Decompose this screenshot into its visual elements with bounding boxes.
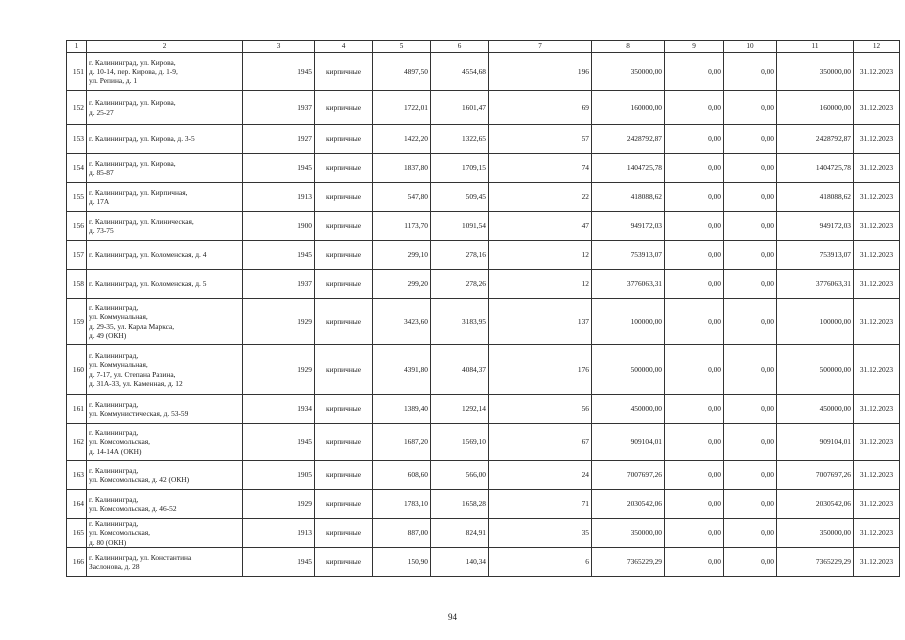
address-line: д. 25-27 [89,107,114,117]
table-row [67,183,900,212]
living-area-cell: 140,34 [431,548,489,577]
total-area-cell: 1422,20 [373,125,431,154]
cost-col-10-cell: 0,00 [724,125,777,154]
cost-total-cell: 1404725,78 [592,154,665,183]
address-line: г. Калининград, [89,399,139,409]
cost-col-10-cell: 0,00 [724,183,777,212]
completion-date-cell: 31.12.2023 [854,212,900,241]
completion-date-cell: 31.12.2023 [854,154,900,183]
header-cell-7: 7 [489,41,592,53]
cost-col-10-cell: 0,00 [724,270,777,299]
cost-col-10-cell: 0,00 [724,395,777,424]
address-line: д. 73-75 [89,226,114,235]
cost-total-cell: 7365229,29 [592,548,665,577]
table-row [67,461,900,490]
address-cell [87,125,243,154]
cost-col-10-cell: 0,00 [724,53,777,91]
total-area-cell: 547,80 [373,183,431,212]
address-line: ул. Репина, д. 1 [89,76,138,86]
address-line: г. Калининград, [89,428,139,438]
wall-material-cell: кирпичные [315,345,373,395]
table-row [67,490,900,519]
cost-total-cell: 7007697,26 [592,461,665,490]
cost-col-9-cell: 0,00 [665,154,724,183]
cost-col-11-cell: 2428792,87 [777,125,854,154]
cost-col-11-cell: 100000,00 [777,299,854,345]
header-cell-2: 2 [87,41,243,53]
residents-count-cell: 74 [489,154,592,183]
cost-total-cell: 2428792,87 [592,125,665,154]
row-number-cell: 161 [67,395,87,424]
living-area-cell: 1091,54 [431,212,489,241]
address-line: ул. Комсомольская, д. 46-52 [89,504,177,513]
residents-count-cell: 22 [489,183,592,212]
wall-material-cell: кирпичные [315,490,373,519]
total-area-cell: 150,90 [373,548,431,577]
living-area-cell: 566,00 [431,461,489,490]
living-area-cell: 1709,15 [431,154,489,183]
living-area-cell: 278,26 [431,270,489,299]
housing-table [66,40,900,577]
residents-count-cell: 47 [489,212,592,241]
address-line: г. Калининград, [89,465,139,475]
address-line: д. 29-35, ул. Карла Маркса, [89,321,175,331]
completion-date-cell: 31.12.2023 [854,53,900,91]
table-row [67,299,900,345]
cost-col-9-cell: 0,00 [665,424,724,461]
address-line: д. 7-17, ул. Степана Разина, [89,369,176,379]
residents-count-cell: 57 [489,125,592,154]
wall-material-cell: кирпичные [315,548,373,577]
residents-count-cell: 176 [489,345,592,395]
cost-col-11-cell: 160000,00 [777,91,854,125]
cost-col-11-cell: 418088,62 [777,183,854,212]
completion-date-cell: 31.12.2023 [854,395,900,424]
address-line: ул. Комсомольская, д. 42 (ОКН) [89,475,190,484]
year-built-cell: 1929 [243,299,315,345]
completion-date-cell: 31.12.2023 [854,461,900,490]
cost-col-10-cell: 0,00 [724,299,777,345]
cost-col-9-cell: 0,00 [665,395,724,424]
address-line: д. 10-14, пер. Кирова, д. 1-9, [89,66,178,76]
living-area-cell: 278,16 [431,241,489,270]
header-cell-9: 9 [665,41,724,53]
address-line: г. Калининград, ул. Кирова, [89,57,176,67]
address-line: г. Калининград, [89,303,139,312]
address-line: г. Калининград, ул. Клиническая, [89,216,194,226]
table-row [67,212,900,241]
cost-col-9-cell: 0,00 [665,53,724,91]
table-row [67,241,900,270]
total-area-cell: 608,60 [373,461,431,490]
row-number-cell: 153 [67,125,87,154]
year-built-cell: 1937 [243,91,315,125]
wall-material-cell: кирпичные [315,125,373,154]
living-area-cell: 1322,65 [431,125,489,154]
wall-material-cell: кирпичные [315,299,373,345]
residents-count-cell: 35 [489,519,592,548]
total-area-cell: 3423,60 [373,299,431,345]
residents-count-cell: 12 [489,270,592,299]
table-row [67,345,900,395]
table-row [67,519,900,548]
cost-col-11-cell: 7365229,29 [777,548,854,577]
completion-date-cell: 31.12.2023 [854,424,900,461]
header-cell-8: 8 [592,41,665,53]
completion-date-cell: 31.12.2023 [854,183,900,212]
header-cell-10: 10 [724,41,777,53]
wall-material-cell: кирпичные [315,241,373,270]
header-row [67,41,900,53]
address-cell [87,270,243,299]
table-row [67,125,900,154]
residents-count-cell: 56 [489,395,592,424]
living-area-cell: 3183,95 [431,299,489,345]
address-line: г. Калининград, ул. Кирова, [89,158,176,168]
cost-col-9-cell: 0,00 [665,461,724,490]
completion-date-cell: 31.12.2023 [854,91,900,125]
cost-total-cell: 160000,00 [592,91,665,125]
cost-col-10-cell: 0,00 [724,154,777,183]
address-cell [87,395,243,424]
cost-col-9-cell: 0,00 [665,125,724,154]
row-number-cell: 164 [67,490,87,519]
row-number-cell: 152 [67,91,87,125]
address-line: г. Калининград, ул. Коломенская, д. 5 [89,279,207,289]
year-built-cell: 1900 [243,212,315,241]
cost-col-11-cell: 7007697,26 [777,461,854,490]
row-number-cell: 158 [67,270,87,299]
address-line: д. 17А [89,197,110,206]
total-area-cell: 299,20 [373,270,431,299]
year-built-cell: 1934 [243,395,315,424]
address-cell [87,345,243,395]
address-line: г. Калининград, ул. Кирова, [89,98,176,108]
cost-col-9-cell: 0,00 [665,212,724,241]
cost-total-cell: 909104,01 [592,424,665,461]
cost-col-9-cell: 0,00 [665,490,724,519]
address-cell [87,490,243,519]
cost-col-9-cell: 0,00 [665,548,724,577]
wall-material-cell: кирпичные [315,212,373,241]
wall-material-cell: кирпичные [315,395,373,424]
cost-col-11-cell: 450000,00 [777,395,854,424]
header-cell-12: 12 [854,41,900,53]
address-line: д. 80 (ОКН) [89,537,127,547]
completion-date-cell: 31.12.2023 [854,241,900,270]
cost-col-9-cell: 0,00 [665,183,724,212]
address-cell [87,212,243,241]
address-line: г. Калининград, ул. Коломенская, д. 4 [89,250,207,260]
address-cell [87,299,243,345]
address-cell [87,241,243,270]
header-cell-11: 11 [777,41,854,53]
address-line: д. 31А-33, ул. Каменная, д. 12 [89,378,183,388]
address-line: г. Калининград, ул. Константина [89,552,192,562]
address-line: г. Калининград, ул. Кирова, д. 3-5 [89,134,195,144]
cost-col-10-cell: 0,00 [724,548,777,577]
row-number-cell: 157 [67,241,87,270]
residents-count-cell: 67 [489,424,592,461]
address-line: г. Калининград, ул. Кирпичная, [89,187,188,197]
residents-count-cell: 6 [489,548,592,577]
total-area-cell: 4897,50 [373,53,431,91]
cost-col-10-cell: 0,00 [724,490,777,519]
living-area-cell: 1658,28 [431,490,489,519]
completion-date-cell: 31.12.2023 [854,270,900,299]
year-built-cell: 1945 [243,154,315,183]
row-number-cell: 159 [67,299,87,345]
header-cell-3: 3 [243,41,315,53]
residents-count-cell: 69 [489,91,592,125]
table-row [67,91,900,125]
cost-col-10-cell: 0,00 [724,212,777,241]
completion-date-cell: 31.12.2023 [854,490,900,519]
row-number-cell: 156 [67,212,87,241]
row-number-cell: 160 [67,345,87,395]
cost-col-11-cell: 350000,00 [777,519,854,548]
cost-col-11-cell: 753913,07 [777,241,854,270]
address-cell [87,424,243,461]
address-line: ул. Комсомольская, [89,437,151,447]
row-number-cell: 166 [67,548,87,577]
table-row [67,395,900,424]
cost-col-10-cell: 0,00 [724,345,777,395]
total-area-cell: 1722,01 [373,91,431,125]
total-area-cell: 887,00 [373,519,431,548]
header-cell-5: 5 [373,41,431,53]
wall-material-cell: кирпичные [315,424,373,461]
living-area-cell: 4084,37 [431,345,489,395]
address-line: г. Калининград, [89,351,139,360]
living-area-cell: 4554,68 [431,53,489,91]
cost-col-10-cell: 0,00 [724,424,777,461]
total-area-cell: 1687,20 [373,424,431,461]
cost-col-9-cell: 0,00 [665,270,724,299]
completion-date-cell: 31.12.2023 [854,345,900,395]
address-line: д. 14-14А (ОКН) [89,446,142,456]
header-cell-1: 1 [67,41,87,53]
residents-count-cell: 196 [489,53,592,91]
cost-col-9-cell: 0,00 [665,299,724,345]
cost-col-11-cell: 2030542,06 [777,490,854,519]
cost-col-10-cell: 0,00 [724,91,777,125]
cost-col-11-cell: 350000,00 [777,53,854,91]
address-line: д. 49 (ОКН) [89,330,127,340]
wall-material-cell: кирпичные [315,154,373,183]
row-number-cell: 151 [67,53,87,91]
completion-date-cell: 31.12.2023 [854,548,900,577]
cost-total-cell: 753913,07 [592,241,665,270]
page-number: 94 [448,612,457,622]
year-built-cell: 1937 [243,270,315,299]
header-cell-4: 4 [315,41,373,53]
address-cell [87,154,243,183]
cost-col-10-cell: 0,00 [724,241,777,270]
cost-total-cell: 100000,00 [592,299,665,345]
wall-material-cell: кирпичные [315,183,373,212]
residents-count-cell: 137 [489,299,592,345]
wall-material-cell: кирпичные [315,53,373,91]
cost-col-10-cell: 0,00 [724,461,777,490]
address-cell [87,548,243,577]
year-built-cell: 1945 [243,424,315,461]
total-area-cell: 1837,80 [373,154,431,183]
year-built-cell: 1945 [243,241,315,270]
year-built-cell: 1929 [243,490,315,519]
residents-count-cell: 71 [489,490,592,519]
year-built-cell: 1945 [243,53,315,91]
cost-col-11-cell: 909104,01 [777,424,854,461]
row-number-cell: 154 [67,154,87,183]
address-line: ул. Коммунистическая, д. 53-59 [89,409,189,418]
year-built-cell: 1945 [243,548,315,577]
table-row [67,154,900,183]
year-built-cell: 1913 [243,519,315,548]
year-built-cell: 1927 [243,125,315,154]
cost-col-11-cell: 3776063,31 [777,270,854,299]
cost-total-cell: 3776063,31 [592,270,665,299]
address-line: д. 85-87 [89,168,114,177]
cost-col-9-cell: 0,00 [665,345,724,395]
year-built-cell: 1929 [243,345,315,395]
cost-total-cell: 350000,00 [592,519,665,548]
living-area-cell: 1601,47 [431,91,489,125]
table-row [67,53,900,91]
cost-total-cell: 350000,00 [592,53,665,91]
residents-count-cell: 12 [489,241,592,270]
address-cell [87,53,243,91]
address-line: г. Калининград, [89,494,139,504]
cost-col-9-cell: 0,00 [665,241,724,270]
year-built-cell: 1913 [243,183,315,212]
row-number-cell: 163 [67,461,87,490]
completion-date-cell: 31.12.2023 [854,299,900,345]
living-area-cell: 509,45 [431,183,489,212]
total-area-cell: 4391,80 [373,345,431,395]
cost-total-cell: 500000,00 [592,345,665,395]
address-cell [87,519,243,548]
completion-date-cell: 31.12.2023 [854,125,900,154]
cost-total-cell: 418088,62 [592,183,665,212]
wall-material-cell: кирпичные [315,270,373,299]
living-area-cell: 1569,10 [431,424,489,461]
wall-material-cell: кирпичные [315,461,373,490]
address-cell [87,91,243,125]
total-area-cell: 299,10 [373,241,431,270]
row-number-cell: 165 [67,519,87,548]
cost-total-cell: 450000,00 [592,395,665,424]
cost-total-cell: 2030542,06 [592,490,665,519]
address-line: г. Калининград, [89,519,139,529]
cost-col-11-cell: 1404725,78 [777,154,854,183]
completion-date-cell: 31.12.2023 [854,519,900,548]
row-number-cell: 162 [67,424,87,461]
address-cell [87,461,243,490]
address-line: ул. Коммунальная, [89,360,148,370]
cost-col-11-cell: 949172,03 [777,212,854,241]
header-cell-6: 6 [431,41,489,53]
address-line: ул. Комсомольская, [89,528,151,538]
cost-col-11-cell: 500000,00 [777,345,854,395]
address-cell [87,183,243,212]
living-area-cell: 1292,14 [431,395,489,424]
cost-total-cell: 949172,03 [592,212,665,241]
table-row [67,270,900,299]
living-area-cell: 824,91 [431,519,489,548]
table-row [67,424,900,461]
address-line: Заслонова, д. 28 [89,562,140,571]
total-area-cell: 1783,10 [373,490,431,519]
year-built-cell: 1905 [243,461,315,490]
residents-count-cell: 24 [489,461,592,490]
total-area-cell: 1173,70 [373,212,431,241]
total-area-cell: 1389,40 [373,395,431,424]
wall-material-cell: кирпичные [315,91,373,125]
table-row [67,548,900,577]
cost-col-10-cell: 0,00 [724,519,777,548]
address-line: ул. Коммунальная, [89,312,148,322]
cost-col-9-cell: 0,00 [665,91,724,125]
row-number-cell: 155 [67,183,87,212]
cost-col-9-cell: 0,00 [665,519,724,548]
wall-material-cell: кирпичные [315,519,373,548]
